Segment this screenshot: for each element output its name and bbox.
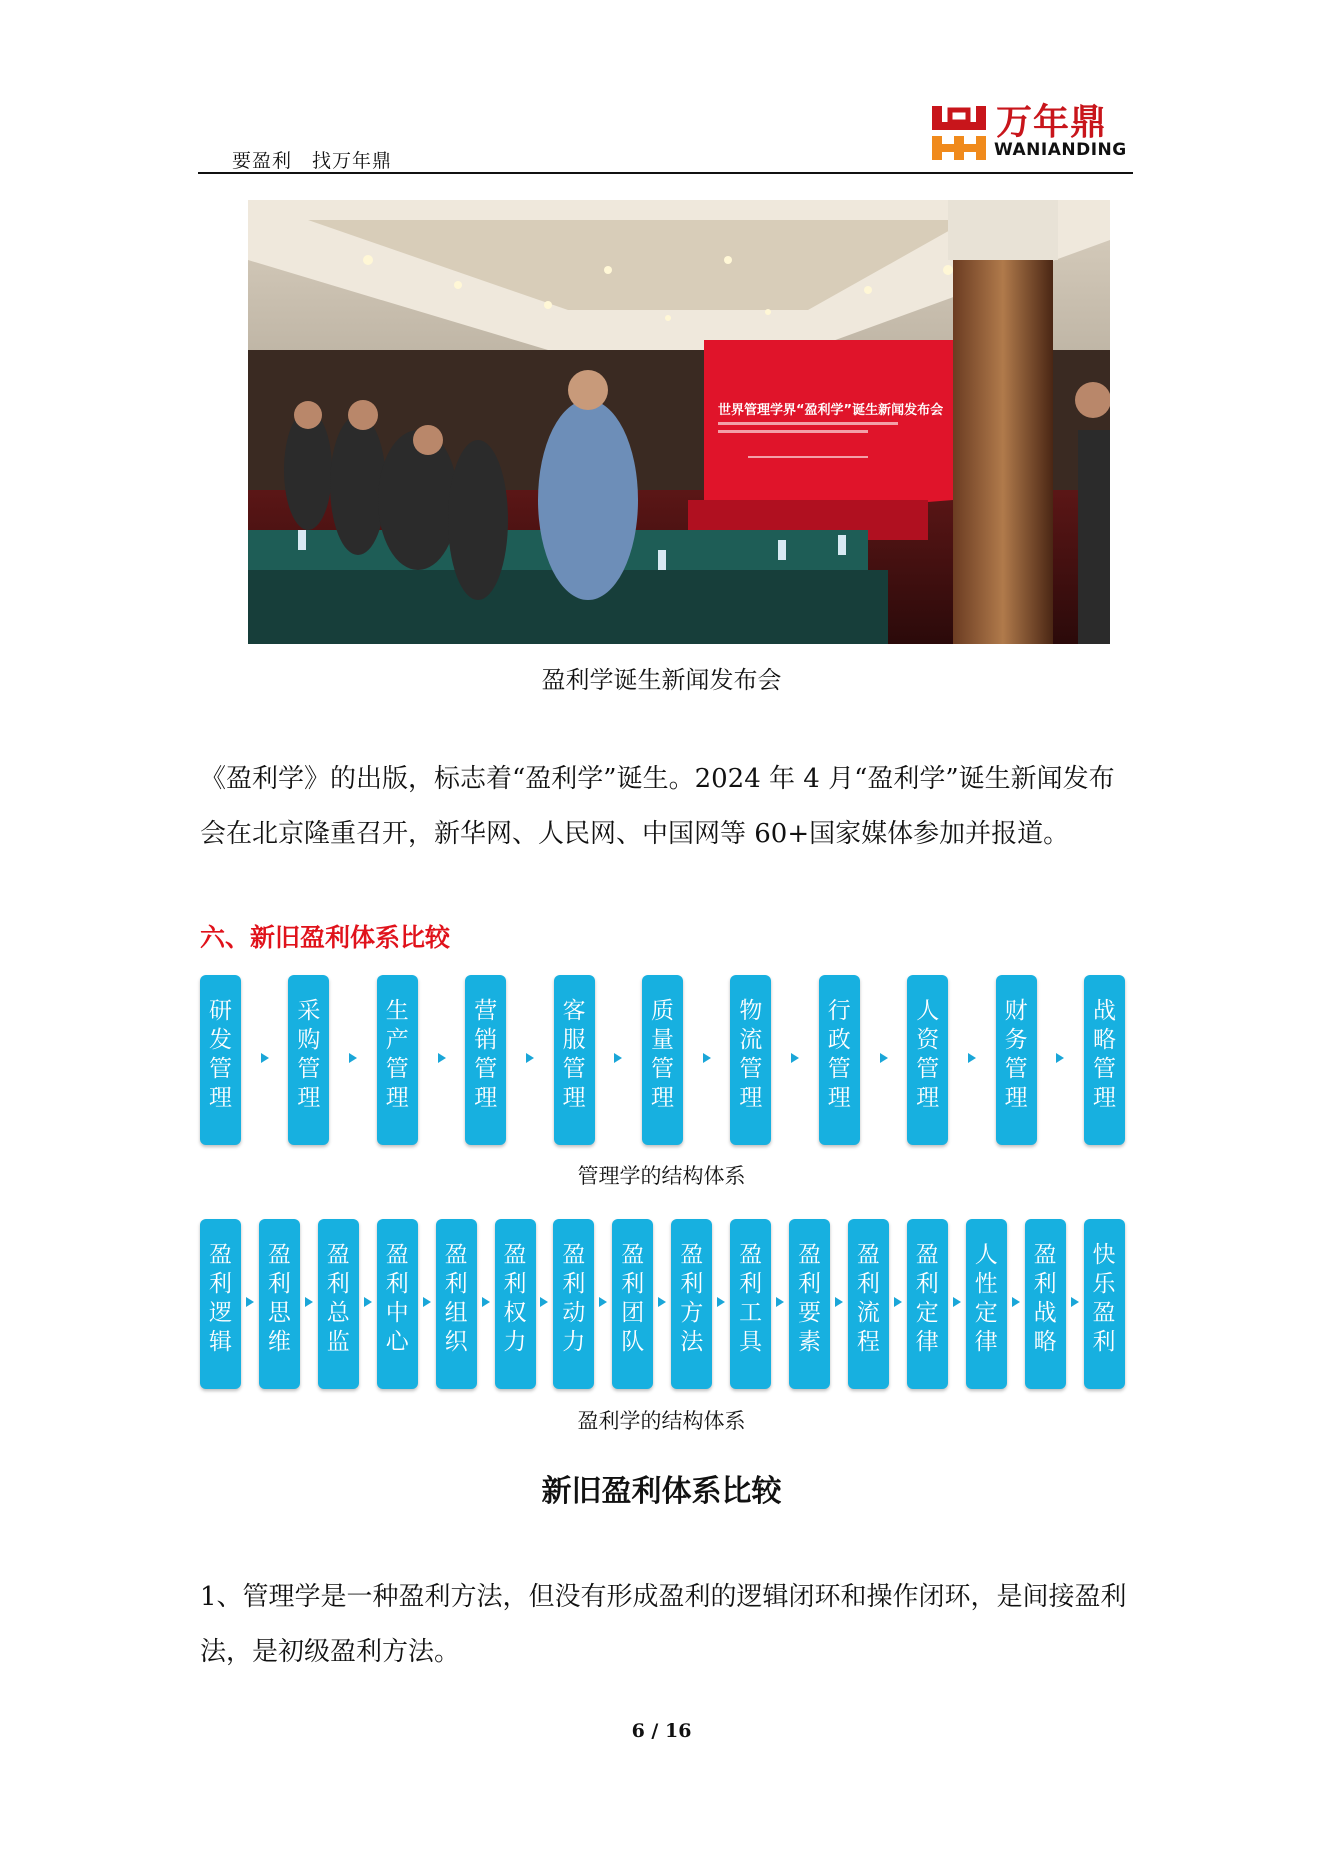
logo-name-cn: 万年鼎: [996, 102, 1108, 143]
flow-arrow-icon: [599, 1297, 607, 1307]
flow-arrow-icon: [261, 1053, 269, 1063]
comparison-point-1: 1、管理学是一种盈利方法，但没有形成盈利的逻辑闭环和操作闭环，是间接盈利法，是初级盈利方法。: [200, 1582, 1127, 1667]
flow-arrow-icon: [614, 1053, 622, 1063]
flow-arrow-icon: [968, 1053, 976, 1063]
management-step-box: [554, 975, 595, 1145]
flow-arrow-icon: [246, 1297, 254, 1307]
flow-arrow-icon: [349, 1053, 357, 1063]
profitology-step-box-label: 盈 利 团 队: [621, 1242, 645, 1355]
profitology-step-box: [200, 1219, 241, 1389]
flow-arrow-icon: [835, 1297, 843, 1307]
profitology-step-box-label: 盈 利 动 力: [562, 1242, 586, 1355]
profitology-step-box-label: 盈 利 方 法: [680, 1242, 704, 1355]
photo-illustration: [248, 200, 1110, 644]
profitology-step-box-label: 快 乐 盈 利: [1092, 1242, 1116, 1355]
flow-arrow-icon: [364, 1297, 372, 1307]
management-step-box-label: 生 产 管 理: [385, 998, 409, 1111]
profitology-step-box: [377, 1219, 418, 1389]
management-step-box-label: 采 购 管 理: [297, 998, 321, 1111]
management-step-box-label: 质 量 管 理: [651, 998, 674, 1111]
flow-arrow-icon: [1056, 1053, 1064, 1063]
management-step-box: [465, 975, 506, 1145]
management-step-box: [996, 975, 1037, 1145]
profitology-step-box: [848, 1219, 889, 1389]
flow-arrow-icon: [305, 1297, 313, 1307]
management-step-box: [819, 975, 860, 1145]
profitology-step-box: [907, 1219, 948, 1389]
profitology-step-box-label: 人 性 定 律: [974, 1242, 998, 1355]
management-step-box-label: 财 务 管 理: [1004, 998, 1028, 1111]
flow-arrow-icon: [438, 1053, 446, 1063]
profitology-step-box-label: 盈 利 工 具: [739, 1242, 763, 1355]
profitology-step-box: [553, 1219, 594, 1389]
logo-name-en: WANIANDING: [994, 140, 1127, 160]
management-step-box: [1084, 975, 1125, 1145]
comparison-title: 新旧盈利体系比较: [541, 1474, 782, 1509]
profitology-step-box: [1025, 1219, 1066, 1389]
flow-arrow-icon: [540, 1297, 548, 1307]
flow-arrow-icon: [880, 1053, 888, 1063]
flow-arrow-icon: [1071, 1297, 1079, 1307]
management-step-box-label: 战 略 管 理: [1093, 998, 1116, 1111]
management-step-box: [377, 975, 418, 1145]
flow-arrow-icon: [482, 1297, 490, 1307]
banner-title-text: 世界管理学界“盈利学”诞生新闻发布会: [718, 403, 944, 418]
flow-arrow-icon: [953, 1297, 961, 1307]
profitology-step-box-label: 盈 利 要 素: [798, 1242, 821, 1355]
flow-arrow-icon: [791, 1053, 799, 1063]
profitology-step-box-label: 盈 利 权 力: [503, 1242, 527, 1355]
profitology-step-box: [671, 1219, 712, 1389]
profitology-step-box: [318, 1219, 359, 1389]
section-heading: 六、新旧盈利体系比较: [200, 923, 451, 952]
management-step-box: [200, 975, 241, 1145]
profitology-step-box: [730, 1219, 771, 1389]
management-step-box-label: 物 流 管 理: [739, 998, 763, 1111]
flow-arrow-icon: [717, 1297, 725, 1307]
profitology-structure-flow: [200, 1219, 1135, 1389]
profitology-step-box-label: 盈 利 总 监: [326, 1242, 350, 1355]
profitology-step-box: [259, 1219, 300, 1389]
profitology-step-box-label: 盈 利 思 维: [267, 1242, 291, 1355]
management-step-box-label: 研 发 管 理: [209, 998, 232, 1111]
press-conference-photo: [248, 200, 1110, 644]
management-step-box: [730, 975, 771, 1145]
profitology-step-box: [1084, 1219, 1125, 1389]
management-step-box: [907, 975, 948, 1145]
profitology-step-box-label: 盈 利 定 律: [915, 1242, 939, 1355]
flow-arrow-icon: [423, 1297, 431, 1307]
profitology-step-box-label: 盈 利 逻 辑: [209, 1242, 232, 1355]
management-flow-caption: 管理学的结构体系: [577, 1164, 746, 1188]
profitology-flow-caption: 盈利学的结构体系: [577, 1409, 746, 1433]
management-step-box-label: 行 政 管 理: [827, 998, 851, 1111]
photo-caption: 盈利学诞生新闻发布会: [541, 666, 782, 694]
page-number: 6 / 16: [631, 1720, 692, 1742]
flow-arrow-icon: [703, 1053, 711, 1063]
profitology-step-box-label: 盈 利 流 程: [856, 1242, 880, 1355]
flow-arrow-icon: [776, 1297, 784, 1307]
flow-arrow-icon: [1012, 1297, 1020, 1307]
management-step-box-label: 营 销 管 理: [474, 998, 498, 1111]
profitology-step-box: [966, 1219, 1007, 1389]
profitology-step-box: [495, 1219, 536, 1389]
header-divider: [198, 172, 1133, 174]
management-step-box: [288, 975, 329, 1145]
profitology-step-box: [436, 1219, 477, 1389]
management-step-box-label: 人 资 管 理: [916, 998, 940, 1111]
flow-arrow-icon: [894, 1297, 902, 1307]
intro-paragraph: 《盈利学》的出版，标志着“盈利学”诞生。2024 年 4 月“盈利学”诞生新闻发布会在北京隆重召开，新华网、人民网、中国网等 60+国家媒体参加并报道。: [200, 764, 1115, 849]
profitology-step-box: [789, 1219, 830, 1389]
management-structure-flow: [200, 975, 1135, 1145]
profitology-step-box-label: 盈 利 战 略: [1033, 1242, 1057, 1355]
header-tagline: 要盈利 找万年鼎: [232, 150, 393, 172]
profitology-step-box-label: 盈 利 中 心: [385, 1242, 409, 1355]
logo-mark-icon: [930, 104, 988, 162]
flow-arrow-icon: [526, 1053, 534, 1063]
flow-arrow-icon: [658, 1297, 666, 1307]
profitology-step-box-label: 盈 利 组 织: [444, 1242, 468, 1355]
management-step-box-label: 客 服 管 理: [562, 998, 586, 1111]
management-step-box: [642, 975, 683, 1145]
profitology-step-box: [612, 1219, 653, 1389]
brand-logo: [930, 100, 1130, 164]
